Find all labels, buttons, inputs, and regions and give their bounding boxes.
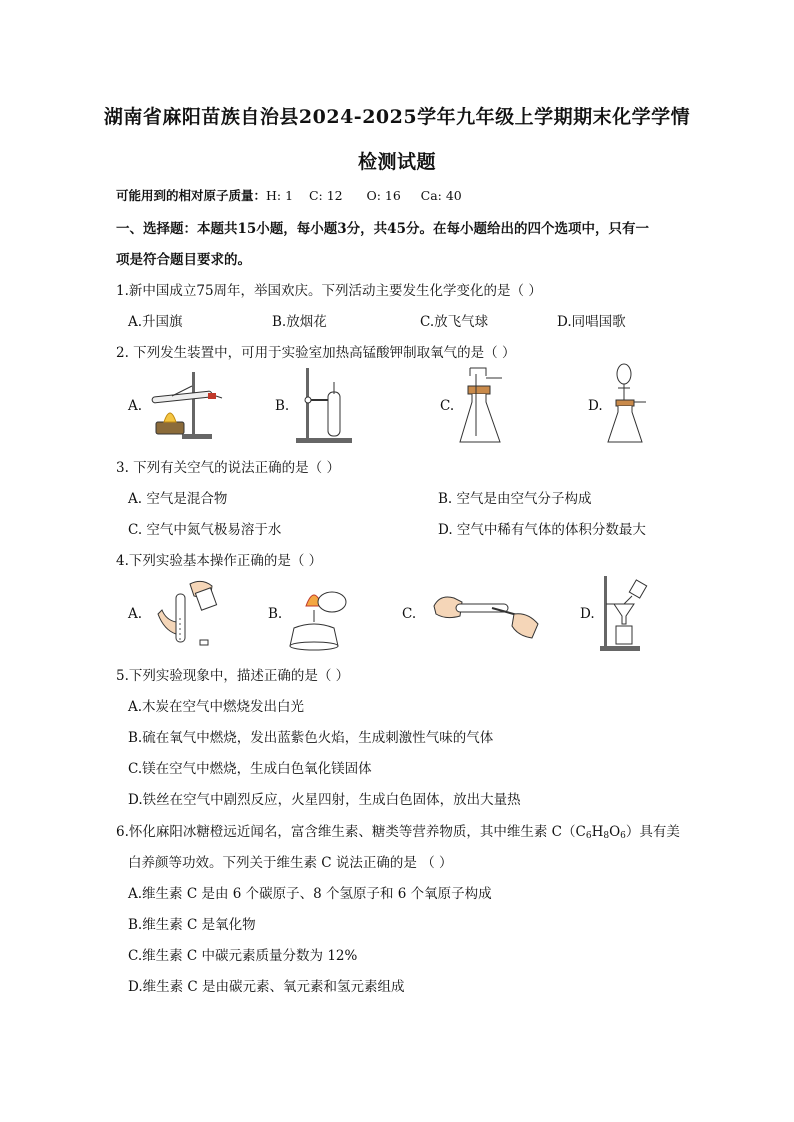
q4-option-a-label: A. [128, 606, 143, 622]
q6-option-d: D.维生素 C 是由碳元素、氧元素和氢元素组成 [128, 979, 405, 995]
q6-stem-part2: ）具有美 [625, 824, 680, 840]
q6-option-c: C.维生素 C 中碳元素质量分数为 12% [128, 948, 358, 964]
q6-option-a: A.维生素 C 是由 6 个碳原子、8 个氢原子和 6 个氧原子构成 [128, 886, 492, 902]
q4-operation-a-pouring-liquid [154, 574, 220, 650]
q6-stem-part1: 6.怀化麻阳冰糖橙远近闻名，富含维生素、糖类等营养物质，其中维生素 C（ [116, 824, 576, 840]
q2-apparatus-b-test-tube [292, 364, 356, 446]
exam-title-line1: 湖南省麻阳苗族自治县2024-2025学年九年级上学期期末化学学情 [103, 106, 691, 128]
q2-option-b-label: B. [275, 398, 290, 414]
q2-option-d-label: D. [588, 398, 603, 414]
q4-option-c-label: C. [402, 606, 417, 622]
q4-operation-c-test-tube-clamp [432, 584, 544, 644]
atomic-mass-values: H: 1 C: 12 O: 16 Ca: 40 [266, 188, 462, 203]
q3-option-d: D. 空气中稀有气体的体积分数最大 [438, 522, 646, 538]
q3-option-b: B. 空气是由空气分子构成 [438, 491, 592, 507]
exam-title-line2: 检测试题 [357, 151, 436, 173]
q3-option-a: A. 空气是混合物 [128, 491, 228, 507]
q5-option-d: D.铁丝在空气中剧烈反应，火星四射，生成白色固体，放出大量热 [128, 792, 521, 808]
q6-stem-line2: 白养颜等功效。下列关于维生素 C 说法正确的是 （ ） [128, 855, 453, 871]
section1-instructions-line1: 一、选择题：本题共15小题，每小题3分，共45分。在每小题给出的四个选项中，只有一 [116, 221, 649, 237]
section1-instructions-line2: 项是符合题目要求的。 [116, 252, 251, 268]
q2-apparatus-a-heating-tube [142, 368, 224, 444]
vitamin-c-formula: $C_6H_8O_6$ [575, 824, 626, 841]
q5-option-b: B.硫在氧气中燃烧，发出蓝紫色火焰，生成刺激性气味的气体 [128, 730, 494, 746]
q3-stem: 3. 下列有关空气的说法正确的是（ ） [116, 460, 340, 476]
q5-option-a: A.木炭在空气中燃烧发出白光 [128, 699, 305, 715]
q2-stem: 2. 下列发生装置中，可用于实验室加热高锰酸钾制取氧气的是（ ） [116, 345, 516, 361]
q2-option-c-label: C. [440, 398, 455, 414]
q4-option-b-label: B. [268, 606, 283, 622]
q1-option-a: A.升国旗 [128, 314, 183, 330]
q1-stem: 1.新中国成立75周年，举国欢庆。下列活动主要发生化学变化的是（ ） [116, 283, 542, 299]
q2-option-a-label: A. [128, 398, 143, 414]
q4-operation-b-lighting-alcohol-lamp [284, 576, 354, 652]
q4-stem: 4.下列实验基本操作正确的是（ ） [116, 553, 323, 569]
q6-stem-line1 [116, 820, 680, 841]
q1-option-d: D.同唱国歌 [557, 314, 626, 330]
atomic-mass-label: 可能用到的相对原子质量： [116, 188, 267, 203]
atomic-mass-line [116, 186, 462, 204]
q4-operation-d-filtration [598, 574, 658, 654]
q3-option-c: C. 空气中氮气极易溶于水 [128, 522, 282, 538]
q4-option-d-label: D. [580, 606, 595, 622]
q5-stem: 5.下列实验现象中，描述正确的是（ ） [116, 668, 350, 684]
q2-apparatus-c-conical-flask [456, 366, 510, 446]
q1-option-b: B.放烟花 [272, 314, 327, 330]
q2-apparatus-d-separatory-funnel [606, 362, 656, 446]
q6-option-b: B.维生素 C 是氧化物 [128, 917, 256, 933]
q5-option-c: C.镁在空气中燃烧，生成白色氧化镁固体 [128, 761, 372, 777]
q1-option-c: C.放飞气球 [420, 314, 489, 330]
